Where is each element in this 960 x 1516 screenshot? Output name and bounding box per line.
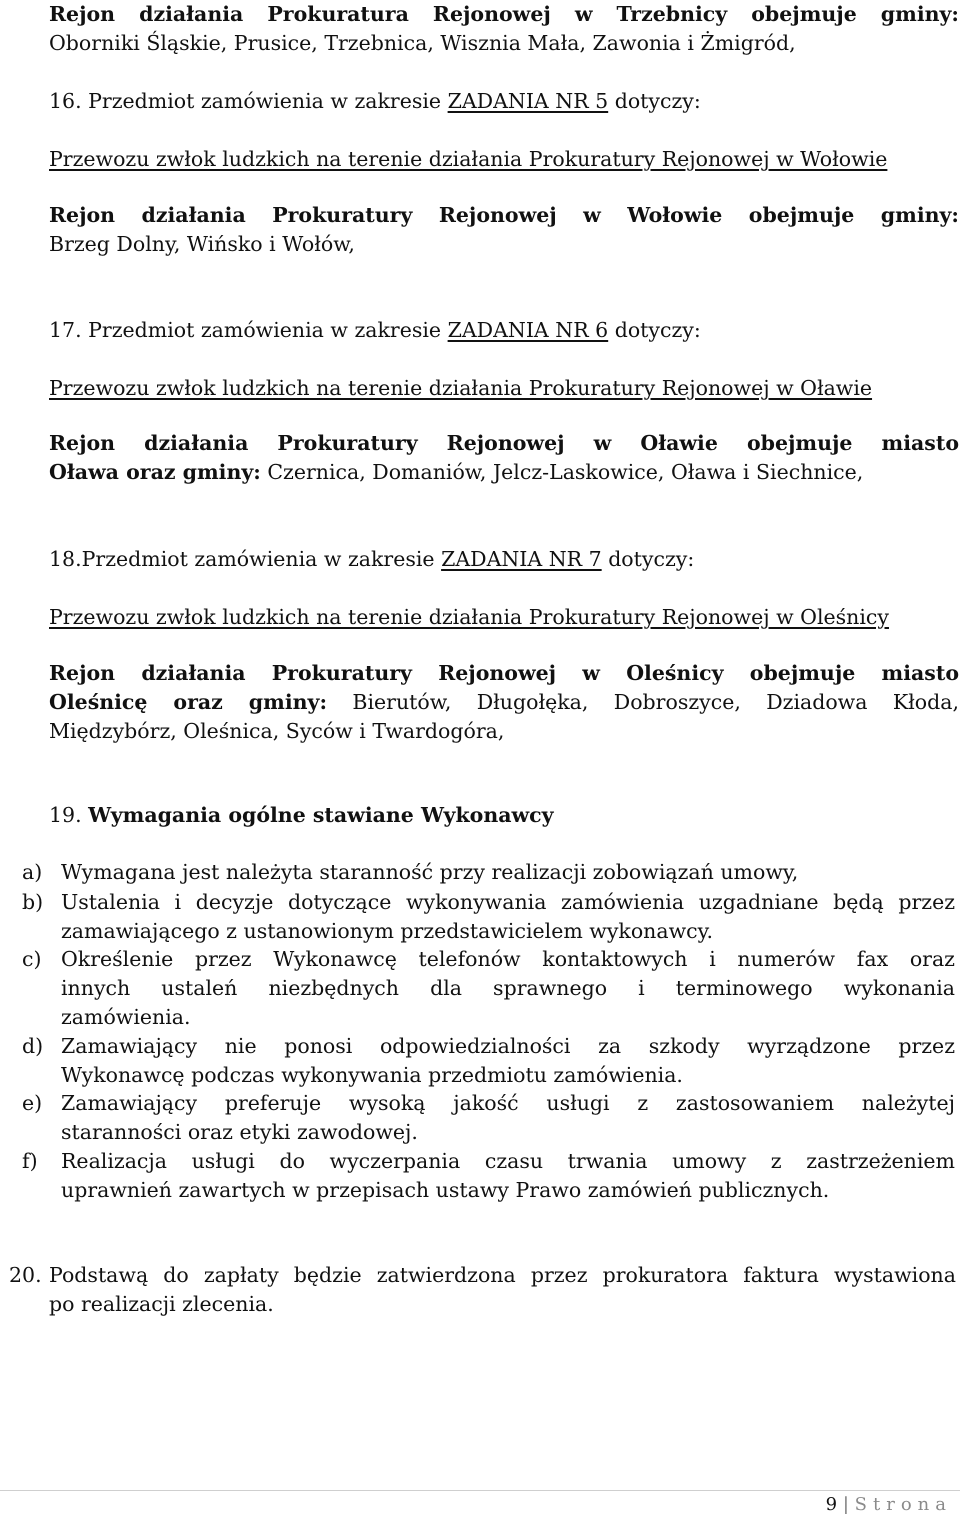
section-17-gminy-line xyxy=(49,458,959,487)
section-16-task: ZADANIA NR 5 xyxy=(447,89,609,113)
page-number: 9 xyxy=(825,1494,838,1515)
section-18-title xyxy=(49,545,959,574)
trzebnica-rejon-heading: Rejon działania Prokuratura Rejonowej w Trzebnicy obejmuje gminy: xyxy=(49,2,959,26)
section-18-gminy-1: Bierutów, Długołęka, Dobroszyce, Dziadowa Kłoda, xyxy=(352,690,959,714)
section-17-post: dotyczy: xyxy=(614,318,701,342)
section-17-title xyxy=(49,316,959,345)
section-18-rejon: Rejon działania Prokuratury Rejonowej w Oleśnicy obejmuje miasto xyxy=(49,661,959,685)
section-19-number: 19. xyxy=(49,803,82,827)
requirement-label: c) xyxy=(22,947,42,971)
requirement-text-line: Zamawiający nie ponosi odpowiedzialności za szkody wyrządzone przez xyxy=(61,1034,955,1058)
section-17-transport: Przewozu zwłok ludzkich na terenie działania Prokuratury Rejonowej w Oławie xyxy=(49,376,873,400)
requirement-text-line: innych ustaleń niezbędnych dla sprawnego i terminowego wykonania xyxy=(61,976,955,1000)
section-20-number: 20. xyxy=(9,1263,42,1287)
requirement-label: a) xyxy=(22,860,43,884)
section-16-rejon: Rejon działania Prokuratury Rejonowej w Wołowie obejmuje gminy: xyxy=(49,203,959,227)
section-17-rejon: Rejon działania Prokuratury Rejonowej w Oławie obejmuje miasto xyxy=(49,431,959,455)
trzebnica-gminy: Oborniki Śląskie, Prusice, Trzebnica, Wisznia Mała, Zawonia i Żmigród, xyxy=(49,31,796,55)
requirement-label: e) xyxy=(22,1091,43,1115)
section-20-line-1: Podstawą do zapłaty będzie zatwierdzona przez prokuratora faktura wystawiona xyxy=(49,1263,956,1287)
section-18-post: dotyczy: xyxy=(608,547,695,571)
requirement-text-line: zamówienia. xyxy=(61,1005,191,1029)
requirement-text-line: Wykonawcę podczas wykonywania przedmiotu zamówienia. xyxy=(61,1063,683,1087)
footer-separator: | xyxy=(842,1494,849,1515)
section-16-transport: Przewozu zwłok ludzkich na terenie działania Prokuratury Rejonowej w Wołowie xyxy=(49,147,888,171)
requirement-text-line: staranności oraz etyki zawodowej. xyxy=(61,1120,418,1144)
section-19-heading: Wymagania ogólne stawiane Wykonawcy xyxy=(88,803,554,827)
section-18-transport: Przewozu zwłok ludzkich na terenie działania Prokuratury Rejonowej w Oleśnicy xyxy=(49,605,889,629)
section-18-gminy-2: Międzybórz, Oleśnica, Syców i Twardogóra, xyxy=(49,719,505,743)
section-18-number: 18. xyxy=(49,547,82,571)
section-17-gminy: Czernica, Domaniów, Jelcz-Laskowice, Oława i Siechnice, xyxy=(267,460,864,484)
section-16-post: dotyczy: xyxy=(614,89,701,113)
footer-label: Strona xyxy=(854,1494,952,1515)
section-17-number: 17. xyxy=(49,318,82,342)
requirement-text-line: Zamawiający preferuje wysoką jakość usługi z zastosowaniem należytej xyxy=(61,1091,955,1115)
section-18-gminy-line xyxy=(49,688,959,717)
requirement-label: f) xyxy=(22,1149,38,1173)
section-18-rejon-cont: Oleśnicę oraz gminy: xyxy=(49,690,328,714)
requirement-text-line: Ustalenia i decyzje dotyczące wykonywania zamówienia uzgadniane będą przez xyxy=(61,890,955,914)
section-19-title xyxy=(49,801,959,830)
requirement-label: d) xyxy=(22,1034,44,1058)
requirement-text-line: Określenie przez Wykonawcę telefonów kontaktowych i numerów fax oraz xyxy=(61,947,955,971)
section-16-gminy: Brzeg Dolny, Wińsko i Wołów, xyxy=(49,232,355,256)
requirement-text-line: uprawnień zawartych w przepisach ustawy Prawo zamówień publicznych. xyxy=(61,1178,830,1202)
section-17-task: ZADANIA NR 6 xyxy=(447,318,609,342)
requirement-label: b) xyxy=(22,890,44,914)
footer-divider xyxy=(0,1490,960,1491)
section-16-pre: Przedmiot zamówienia w zakresie xyxy=(88,89,442,113)
section-18-task: ZADANIA NR 7 xyxy=(441,547,602,571)
section-17-rejon-cont: Oława oraz gminy: xyxy=(49,460,261,484)
requirement-text-line: Realizacja usługi do wyczerpania czasu trwania umowy z zastrzeżeniem xyxy=(61,1149,955,1173)
section-20-line-2: po realizacji zlecenia. xyxy=(49,1292,274,1316)
section-17-pre: Przedmiot zamówienia w zakresie xyxy=(88,318,442,342)
section-16-number: 16. xyxy=(49,89,82,113)
requirement-text-line: zamawiającego z ustanowionym przedstawicielem wykonawcy. xyxy=(61,919,714,943)
section-18-pre: Przedmiot zamówienia w zakresie xyxy=(81,547,435,571)
section-16-title xyxy=(49,87,959,116)
requirement-text-line: Wymagana jest należyta staranność przy realizacji zobowiązań umowy, xyxy=(61,860,799,884)
